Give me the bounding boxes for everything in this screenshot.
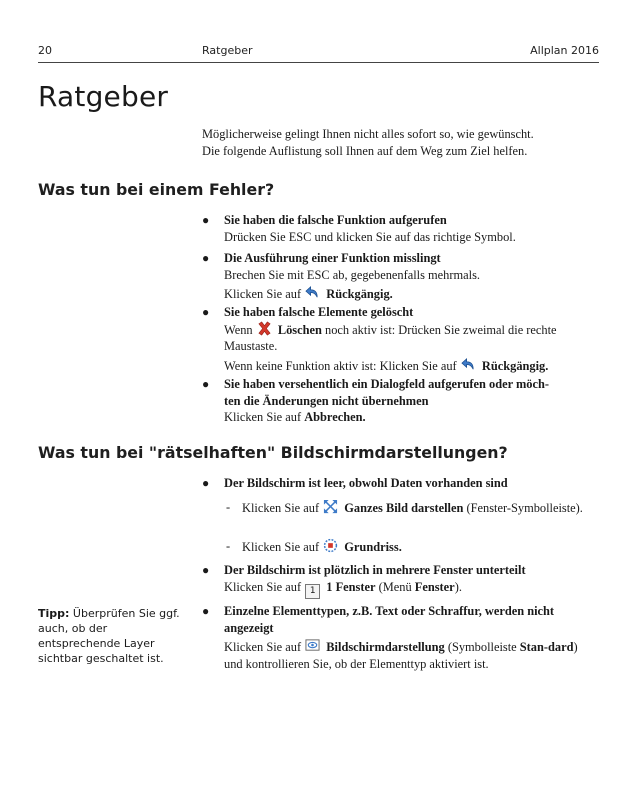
text-run-bold: Bildschirmdarstellung (326, 640, 445, 654)
text-run: ) und kontrollieren Sie, ob der Elementtyp aktiviert ist. (224, 640, 578, 671)
item-text (224, 357, 598, 375)
list-item (202, 376, 598, 426)
text-run-bold: Stan-dard (519, 640, 574, 654)
dash: - (226, 539, 231, 553)
list-item (202, 603, 598, 672)
intro-paragraph (202, 126, 602, 160)
item-title: Sie haben falsche Elemente gelöscht (224, 305, 414, 319)
tip-label: Tipp: (38, 607, 70, 620)
text-run: Klicken Sie auf (224, 640, 302, 654)
item-title: Sie haben die falsche Funktion aufgerufen (224, 213, 447, 227)
bullet: ● (202, 604, 210, 618)
list-item (202, 212, 598, 245)
text-run: (Symbolleiste (447, 640, 517, 654)
screen-display-icon (305, 638, 320, 653)
text-run: Klicken Sie auf (224, 410, 302, 424)
section-heading-errors: Was tun bei einem Fehler? (38, 180, 275, 199)
item-title: ten die Änderungen nicht übernehmen (224, 393, 429, 408)
item-text: Drücken Sie ESC und klicken Sie auf das richtige Symbol. (224, 229, 516, 244)
list-item (202, 562, 598, 599)
bullet: ● (202, 476, 210, 490)
item-text (224, 285, 598, 303)
one-window-icon: 1 (305, 584, 320, 599)
page-title: Ratgeber (38, 80, 169, 113)
text-run-bold: 1 Fenster (326, 579, 376, 594)
running-header-product: Allplan 2016 (530, 44, 599, 57)
text-run: (Fenster-Symbolleiste). (466, 501, 583, 515)
sub-item (226, 538, 598, 556)
item-text (224, 579, 598, 599)
bullet: ● (202, 251, 210, 265)
text-run-bold: Abbrechen. (304, 410, 366, 424)
item-title: Sie haben versehentlich ein Dialogfeld aufgerufen oder möch- (224, 377, 550, 391)
plan-view-icon (323, 538, 338, 553)
list-item (202, 250, 598, 303)
item-text (224, 638, 598, 672)
bullet: ● (202, 377, 210, 391)
list-item (202, 304, 598, 374)
item-text: Brechen Sie mit ESC ab, gegebenenfalls mehrmals. (224, 267, 481, 282)
text-run: (Menü (378, 579, 412, 594)
text-run: Klicken Sie auf (242, 501, 320, 515)
item-text (224, 321, 598, 355)
bullet: ● (202, 563, 210, 577)
text-run-bold: Löschen (277, 322, 322, 337)
item-title: Der Bildschirm ist plötzlich in mehrere Fenster unterteilt (224, 563, 526, 577)
text-run: noch aktiv ist: Drücken Sie zweimal die rechte Maustaste. (224, 322, 557, 353)
item-title: Der Bildschirm ist leer, obwohl Daten vorhanden sind (224, 476, 508, 490)
item-title: Die Ausführung einer Funktion misslingt (224, 251, 441, 265)
section-heading-display: Was tun bei "rätselhaften" Bildschirmdarstellungen? (38, 443, 508, 462)
text-run: Klicken Sie auf (224, 579, 302, 594)
text-run: ). (454, 579, 462, 594)
undo-icon (461, 357, 476, 372)
intro-line: Die folgende Auflistung soll Ihnen auf dem Weg zum Ziel helfen. (202, 144, 528, 158)
item-text (224, 409, 598, 426)
text-run: Klicken Sie auf (242, 540, 320, 554)
running-header-section: Ratgeber (202, 44, 253, 57)
bullet: ● (202, 213, 210, 227)
text-run-bold: Ganzes Bild darstellen (344, 501, 464, 515)
item-title: angezeigt (224, 620, 274, 635)
undo-icon (305, 285, 320, 300)
page-number: 20 (38, 44, 52, 57)
delete-icon (257, 321, 272, 336)
text-run-bold: Rückgängig. (326, 287, 393, 301)
item-title: Einzelne Elementtypen, z.B. Text oder Schraffur, werden nicht (224, 604, 555, 618)
header-rule (38, 62, 599, 63)
text-run: Klicken Sie auf (224, 287, 302, 301)
intro-line: Möglicherweise gelingt Ihnen nicht alles sofort so, wie gewünscht. (202, 127, 534, 141)
tip-text: Überprüfen Sie ggf. auch, ob der entsprechende Layer sichtbar geschaltet ist. (38, 607, 180, 665)
text-run: Wenn keine Funktion aktiv ist: Klicken Sie auf (224, 358, 457, 373)
dash: - (226, 500, 231, 514)
sub-item (226, 499, 598, 517)
text-run: Wenn (224, 322, 253, 337)
text-run-bold: Rückgängig. (481, 358, 549, 373)
list-item (202, 475, 598, 492)
text-run-bold: Grundriss. (344, 540, 402, 554)
text-run-bold: Fenster (414, 579, 455, 594)
margin-tip (38, 606, 188, 666)
zoom-all-icon (323, 499, 338, 514)
bullet: ● (202, 305, 210, 319)
